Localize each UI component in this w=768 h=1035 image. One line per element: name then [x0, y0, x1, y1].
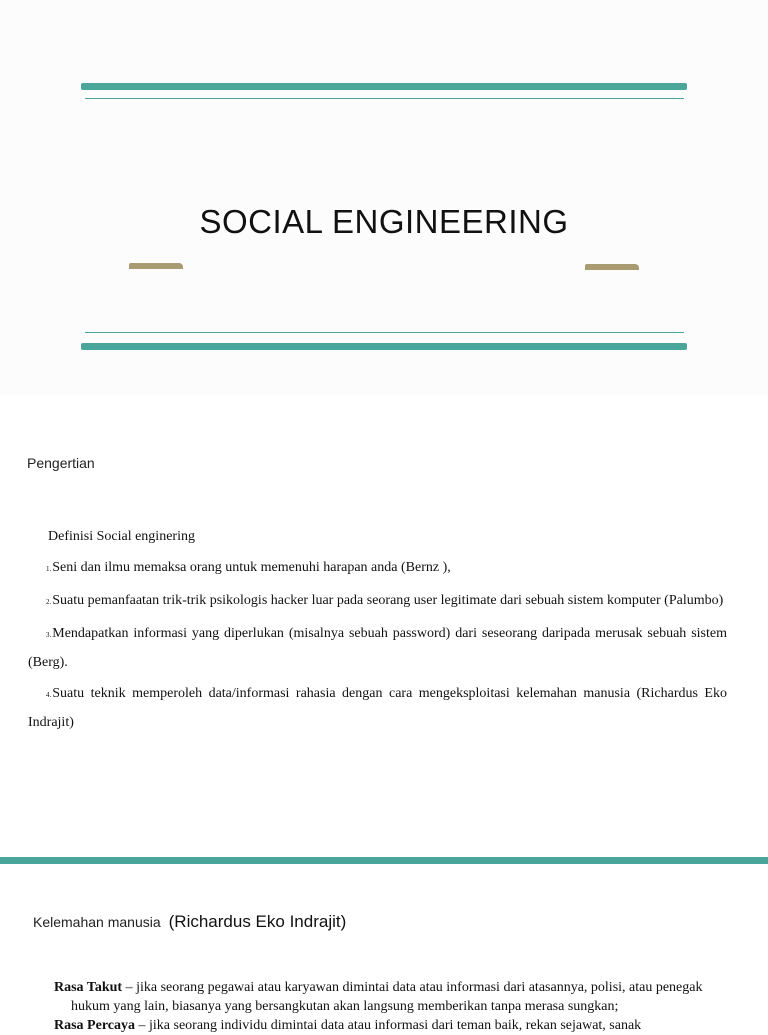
weakness-heading-text: Kelemahan manusia: [33, 914, 161, 930]
weakness-heading: [33, 912, 346, 932]
slide-title: SOCIAL ENGINEERING: [199, 203, 569, 240]
weakness-term: Rasa Takut: [54, 980, 123, 995]
item-text: Suatu teknik memperoleh data/informasi rahasia dengan cara mengeksploitasi kelemahan manusia (Richardus Eko Indrajit): [28, 686, 727, 730]
bottom-thick-rule: [81, 343, 687, 350]
weakness-citation: (Richardus Eko Indrajit): [168, 912, 347, 931]
item-number: 3.: [46, 631, 52, 639]
definition-intro: Definisi Social enginering: [48, 529, 195, 544]
weakness-item: [54, 978, 726, 1016]
weakness-text: – jika seorang individu dimintai data atau informasi dari teman baik, rekan sejawat, sanak: [135, 1018, 642, 1033]
item-text: Suatu pemanfaatan trik-trik psikologis hacker luar pada seorang user legitimate dari sebuah sistem komputer (Palumbo): [52, 593, 724, 608]
bottom-thin-rule: [85, 332, 684, 333]
left-gold-accent: [129, 263, 183, 269]
definition-item: [28, 680, 727, 736]
weakness-body: [54, 978, 726, 1035]
item-text: Mendapatkan informasi yang diperlukan (misalnya sebuah password) dari seseorang daripada merusak sebuah sistem (Berg).: [28, 626, 727, 670]
title-slide: [0, 0, 768, 395]
item-text: Seni dan ilmu memaksa orang untuk memenuhi harapan anda (Bernz ),: [52, 560, 451, 575]
right-gold-accent: [585, 264, 639, 270]
definition-content: [28, 523, 727, 740]
definition-slide: [0, 395, 768, 857]
definition-item: [28, 620, 727, 676]
weakness-slide: [0, 864, 768, 1033]
definition-item: [28, 587, 727, 616]
definition-item: [28, 554, 727, 583]
slide-divider: [0, 857, 768, 864]
weakness-item: [54, 1016, 726, 1035]
item-number: 2.: [46, 598, 52, 606]
top-thin-rule: [85, 98, 684, 99]
weakness-term: Rasa Percaya: [54, 1018, 135, 1033]
definition-heading: Pengertian: [27, 455, 95, 471]
item-number: 4.: [46, 691, 52, 699]
item-number: 1.: [46, 565, 52, 573]
weakness-text: – jika seorang pegawai atau karyawan dimintai data atau informasi dari atasannya, polisi, atau penegak hukum yang lain, biasanya yang bersangkutan akan langsung memberikan tanpa merasa sungkan;: [71, 980, 703, 1014]
top-thick-rule: [81, 83, 687, 90]
